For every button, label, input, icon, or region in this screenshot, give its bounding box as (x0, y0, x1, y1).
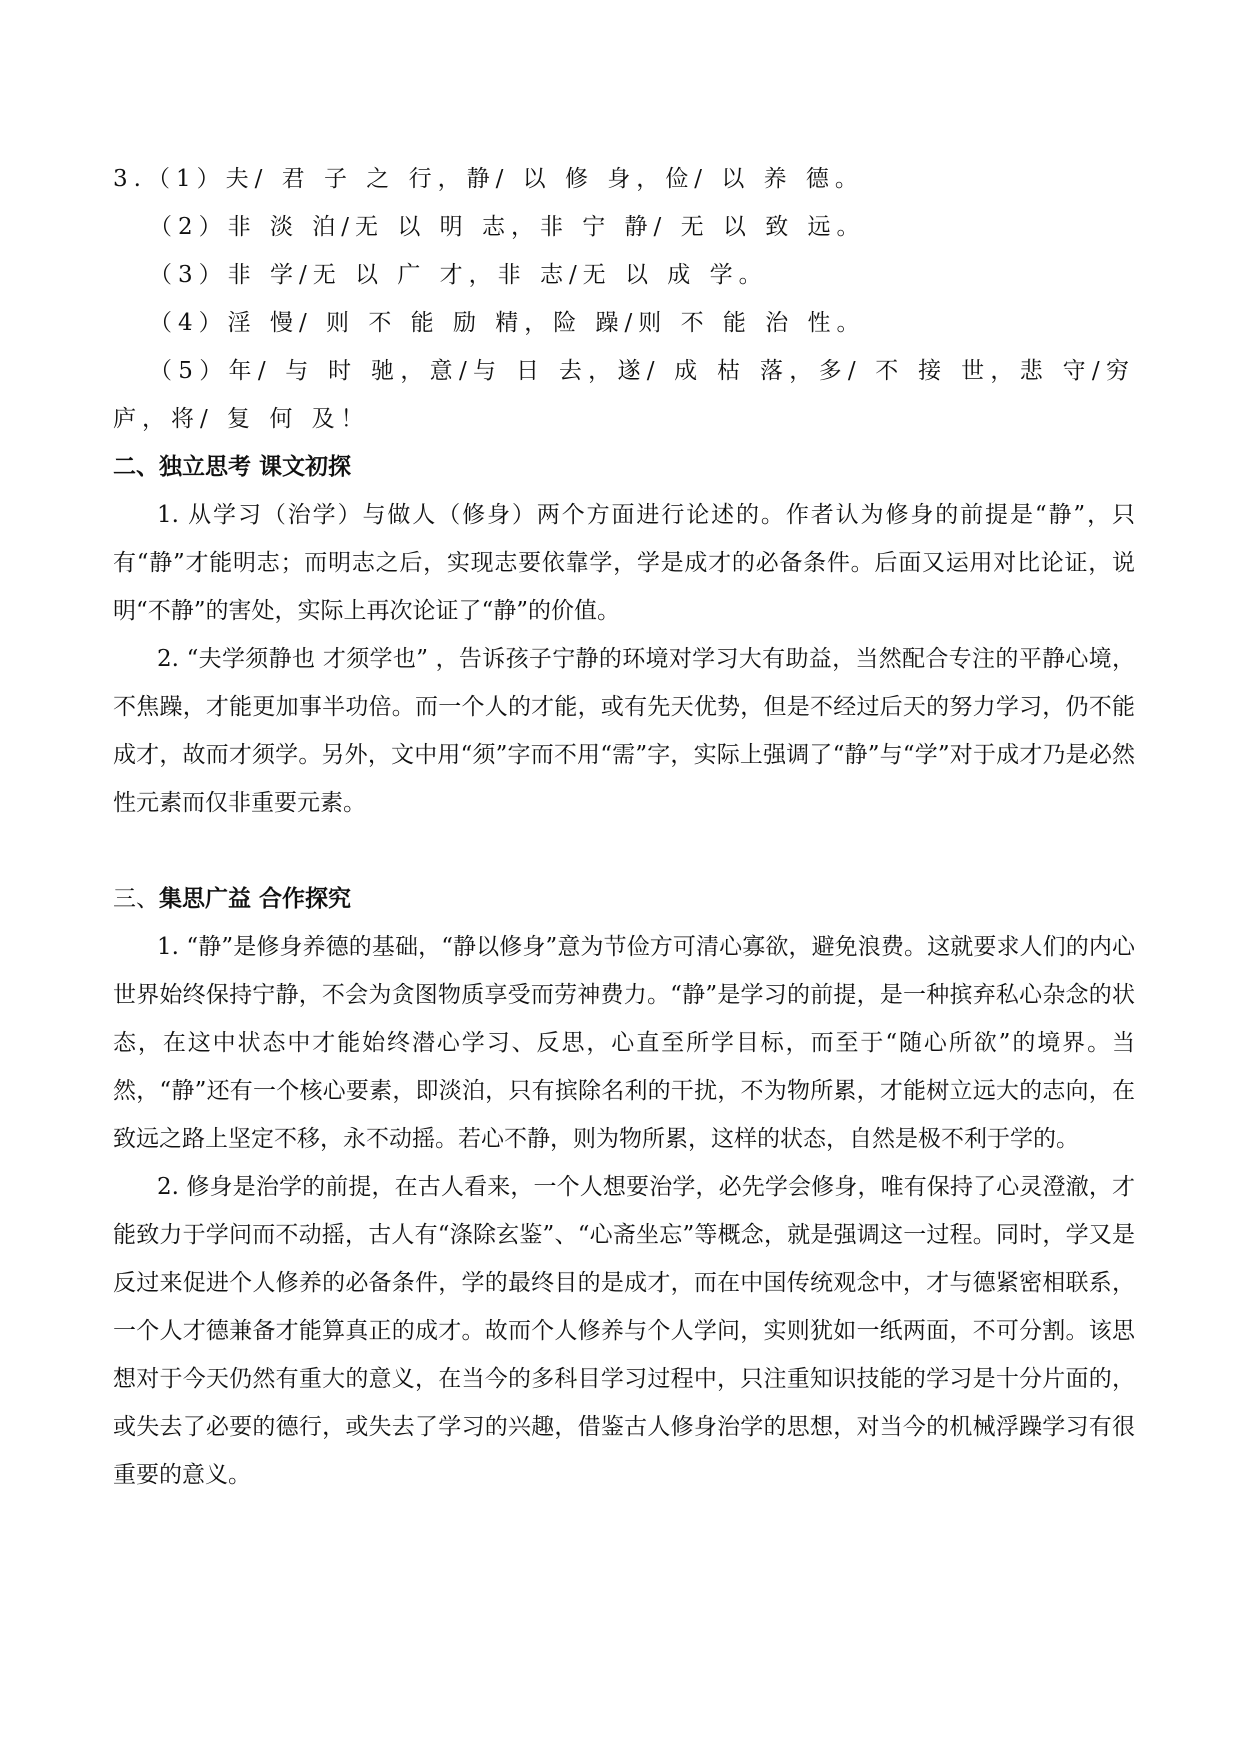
section-three-paragraph-1: 1. “静”是修身养德的基础，“静以修身”意为节俭方可清心寡欲，避免浪费。这就要求人们的内心世界始终保持宁静，不会为贪图物质享受而劳神费力。“静”是学习的前提，是一种摈弃私心杂念的状态，在这中状态中才能始终潜心学习、反思，心直至所学目标，而至于“随心所欲”的境界。当然，“静”还有一个核心要素，即淡泊，只有摈除名利的干扰，不为物所累，才能树立远大的志向，在致远之路上坚定不移，永不动摇。若心不静，则为物所累，这样的状态，自然是极不利于学的。 (113, 934, 1135, 1152)
section-three-paragraph-2: 2. 修身是治学的前提，在古人看来，一个人想要治学，必先学会修身，唯有保持了心灵澄澈，才能致力于学问而不动摇，古人有“涤除玄鉴”、“心斋坐忘”等概念，就是强调这一过程。同时，学又是反过来促进个人修养的必备条件，学的最终目的是成才，而在中国传统观念中，才与德紧密相联系，一个人才德兼备才能算真正的成才。故而个人修养与个人学问，实则犹如一纸两面，不可分割。该思想对于今天仍然有重大的意义，在当今的多科目学习过程中，只注重知识技能的学习是十分片面的，或失去了必要的德行，或失去了学习的兴趣，借鉴古人修身治学的思想，对当今的机械浮躁学习有很重要的意义。 (113, 1174, 1135, 1488)
reading-line-5: （5）年/ 与 时 驰，意/与 日 去，遂/ 成 枯 落，多/ 不 接 世，悲 守/穷 庐，将/ 复 何 及！ (113, 358, 1135, 432)
section-gap (113, 827, 1135, 875)
section-two-paragraph-1: 1. 从学习（治学）与做人（修身）两个方面进行论述的。作者认为修身的前提是“静”，只有“静”才能明志；而明志之后，实现志要依靠学，学是成才的必备条件。后面又运用对比论证，说明“不静”的害处，实际上再次论证了“静”的价值。 (113, 502, 1135, 624)
section-three-heading-main: 集思广益 合作探究 (159, 886, 352, 912)
section-two-heading: 二、独立思考 课文初探 (113, 454, 352, 480)
section-three-heading (113, 875, 1135, 923)
reading-line-2: （2）非 淡 泊/无 以 明 志，非 宁 静/ 无 以 致 远。 (149, 214, 866, 240)
section-two-paragraph-2: 2. “夫学须静也 才须学也” ，告诉孩子宁静的环境对学习大有助益，当然配合专注的平静心境，不焦躁，才能更加事半功倍。而一个人的才能，或有先天优势，但是不经过后天的努力学习，仍不能成才，故而才须学。另外，文中用“须”字而不用“需”字，实际上强调了“静”与“学”对于成才乃是必然性元素而仅非重要元素。 (113, 646, 1135, 816)
document-content (113, 155, 1135, 1499)
reading-line-1: 3.（1）夫/ 君 子 之 行，静/ 以 修 身，俭/ 以 养 德。 (113, 166, 864, 192)
reading-line-4: （4）淫 慢/ 则 不 能 励 精，险 躁/则 不 能 治 性。 (149, 310, 866, 336)
reading-line-3: （3）非 学/无 以 广 才，非 志/无 以 成 学。 (149, 262, 768, 288)
section-three-heading-prefix: 三、 (113, 886, 159, 912)
